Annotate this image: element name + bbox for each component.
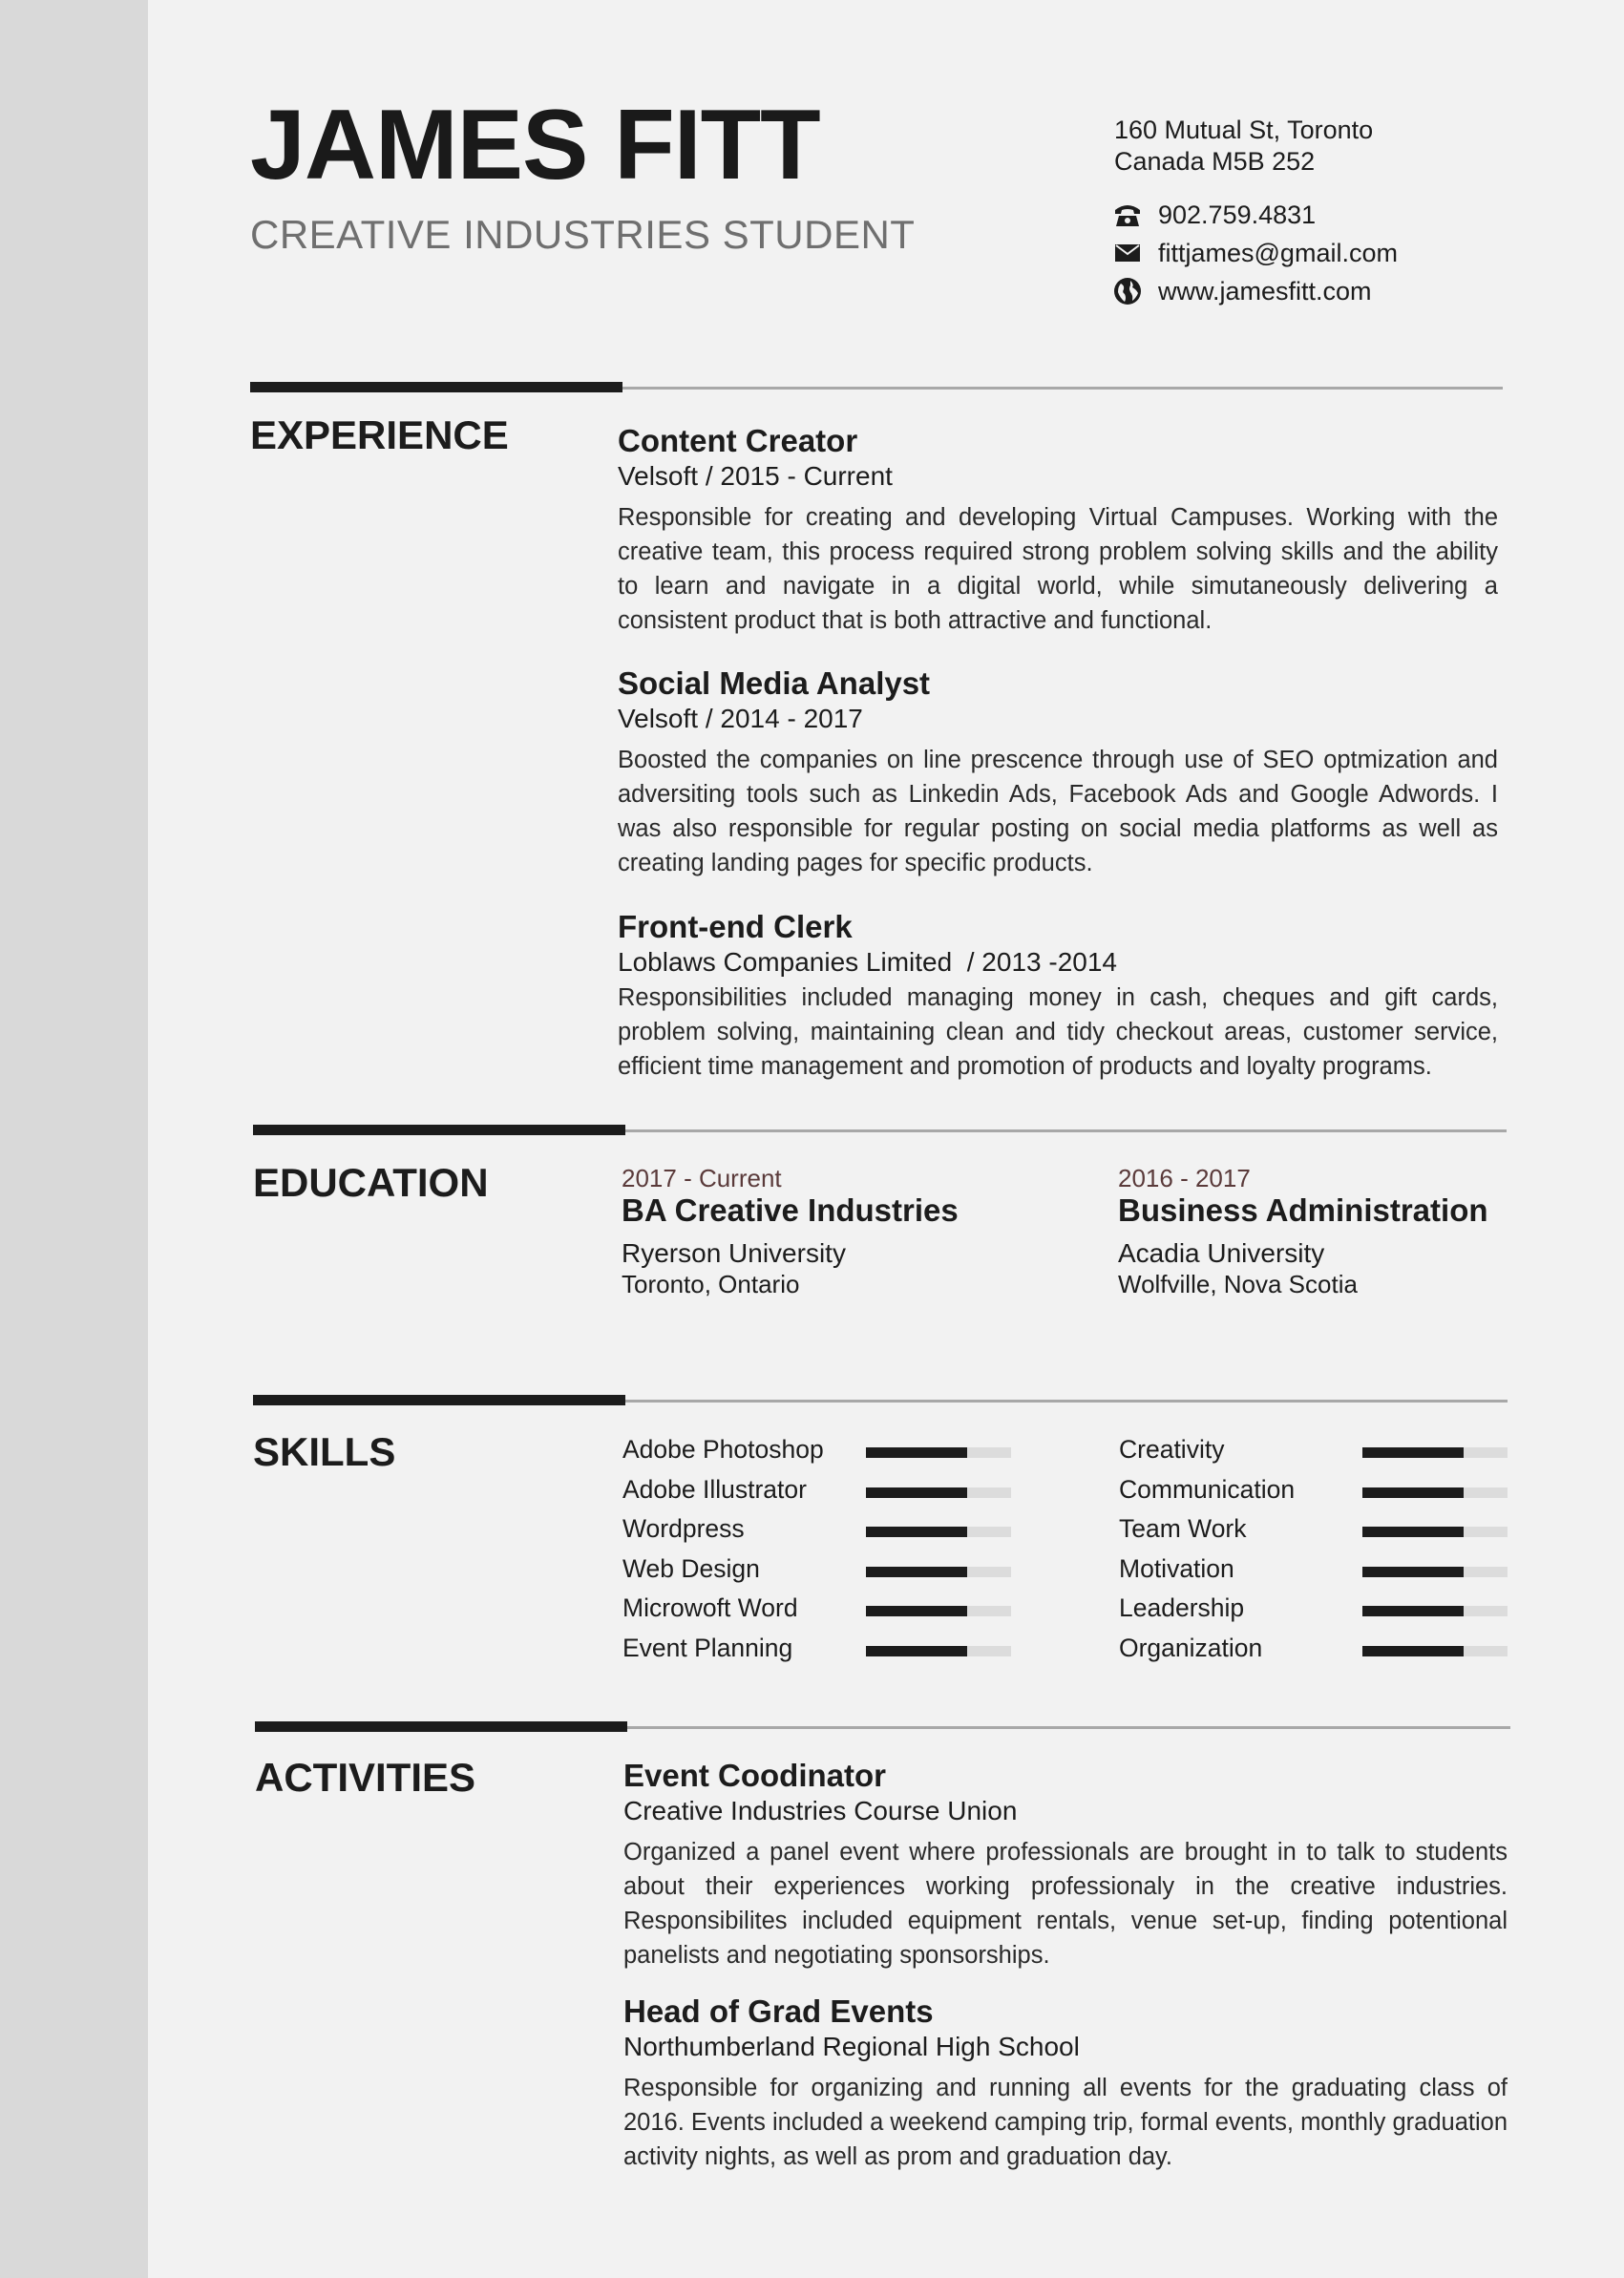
skill-level-fill xyxy=(1362,1447,1464,1458)
skill-level-fill xyxy=(866,1567,967,1577)
address-line-1: 160 Mutual St, Toronto xyxy=(1114,116,1374,144)
skill-level-bar xyxy=(1362,1646,1508,1656)
education-degree: Business Administration xyxy=(1118,1192,1488,1228)
experience-divider-accent xyxy=(250,382,622,392)
skill-name: Communication xyxy=(1119,1474,1296,1504)
skill-name: Team Work xyxy=(1119,1514,1247,1543)
skill-level-fill xyxy=(866,1447,967,1458)
skill-level-bar xyxy=(866,1567,1011,1577)
skill-level-fill xyxy=(1362,1487,1464,1498)
address-block xyxy=(1114,115,1373,178)
education-years: 2017 - Current xyxy=(622,1164,782,1192)
skill-row xyxy=(1119,1474,1510,1514)
entry-org: Velsoft / 2014 - 2017 xyxy=(618,704,863,733)
skill-row xyxy=(622,1513,1014,1553)
entry-description: Organized a panel event where professionals are brought in to talk to students about their experiences working professionaly in the creative industries. Responsibilites included equipment rentals, venue set-up, finding potentional panelists and negotiating sponsorships. xyxy=(623,1839,1508,1969)
candidate-title: CREATIVE INDUSTRIES STUDENT xyxy=(250,212,916,257)
entry-role: Front-end Clerk xyxy=(618,909,853,944)
education-location: Toronto, Ontario xyxy=(622,1270,800,1298)
experience-entry xyxy=(618,664,1498,880)
entry-description: Responsibilities included managing money in cash, cheques and gift cards, problem solving, maintaining clean and tidy checkout areas, customer service, efficient time management and promotion of products and loyalty programs. xyxy=(618,984,1498,1080)
experience-entry xyxy=(618,422,1498,638)
experience-divider xyxy=(250,387,1503,390)
skill-level-fill xyxy=(866,1527,967,1537)
entry-description: Responsible for organizing and running all events for the graduating class of 2016. Events included a weekend camping trip, formal events, monthly graduation activity nights, as well as prom and graduation day. xyxy=(623,2075,1508,2170)
entry-role: Social Media Analyst xyxy=(618,665,931,701)
skill-row xyxy=(1119,1553,1510,1593)
skill-name: Adobe Illustrator xyxy=(622,1474,807,1504)
section-title-activities: ACTIVITIES xyxy=(255,1755,476,1800)
contact-email xyxy=(1112,234,1398,272)
skill-level-fill xyxy=(866,1487,967,1498)
entry-role: Content Creator xyxy=(618,423,858,458)
education-school: Acadia University xyxy=(1118,1238,1325,1268)
skill-name: Leadership xyxy=(1119,1593,1245,1622)
globe-icon xyxy=(1112,276,1143,306)
skill-level-bar xyxy=(866,1646,1011,1656)
entry-org: Northumberland Regional High School xyxy=(623,2032,1080,2061)
skill-level-fill xyxy=(1362,1646,1464,1656)
activities-divider-accent xyxy=(255,1721,627,1732)
skill-level-bar xyxy=(866,1447,1011,1458)
section-title-education: EDUCATION xyxy=(253,1160,489,1205)
skill-row xyxy=(1119,1513,1510,1553)
candidate-name: JAMES FITT xyxy=(250,90,820,200)
education-school: Ryerson University xyxy=(622,1238,846,1268)
skill-row xyxy=(1119,1592,1510,1633)
email-address[interactable]: fittjames@gmail.com xyxy=(1158,238,1398,267)
skill-level-bar xyxy=(1362,1487,1508,1498)
entry-role: Event Coodinator xyxy=(623,1758,887,1793)
education-years: 2016 - 2017 xyxy=(1118,1164,1251,1192)
education-divider-accent xyxy=(253,1125,625,1135)
skill-row xyxy=(622,1633,1014,1673)
skill-name: Microwoft Word xyxy=(622,1593,798,1622)
contact-block xyxy=(1112,196,1398,310)
skill-row xyxy=(622,1553,1014,1593)
address-line-2: Canada M5B 252 xyxy=(1114,147,1316,176)
skill-name: Event Planning xyxy=(622,1633,793,1662)
envelope-icon xyxy=(1112,238,1143,268)
education-divider xyxy=(253,1129,1507,1132)
skill-level-bar xyxy=(866,1527,1011,1537)
education-location: Wolfville, Nova Scotia xyxy=(1118,1270,1358,1298)
phone-number: 902.759.4831 xyxy=(1158,200,1317,229)
contact-website xyxy=(1112,272,1398,310)
skill-name: Wordpress xyxy=(622,1514,745,1543)
education-degree: BA Creative Industries xyxy=(622,1192,959,1228)
skill-level-fill xyxy=(866,1646,967,1656)
skill-level-bar xyxy=(1362,1606,1508,1616)
contact-phone xyxy=(1112,196,1398,234)
skill-name: Creativity xyxy=(1119,1435,1225,1464)
skill-level-fill xyxy=(866,1606,967,1616)
activities-divider xyxy=(255,1726,1510,1729)
entry-role: Head of Grad Events xyxy=(623,1993,934,2029)
skill-name: Web Design xyxy=(622,1553,760,1583)
website-url[interactable]: www.jamesfitt.com xyxy=(1158,276,1372,306)
skill-name: Organization xyxy=(1119,1633,1263,1662)
skill-name: Motivation xyxy=(1119,1553,1234,1583)
skill-level-bar xyxy=(1362,1447,1508,1458)
skill-level-bar xyxy=(866,1606,1011,1616)
entry-org: Loblaws Companies Limited / 2013 -2014 xyxy=(618,947,1117,977)
education-entry xyxy=(622,1164,959,1299)
skill-level-fill xyxy=(1362,1527,1464,1537)
section-title-skills: SKILLS xyxy=(253,1429,396,1474)
entry-description: Responsible for creating and developing Virtual Campuses. Working with the creative team, this process required strong problem solving skills and the ability to learn and navigate in a digital world, while simutaneously delivering a consistent product that is both attractive and functional. xyxy=(618,504,1498,634)
activity-entry xyxy=(623,1993,1508,2174)
education-entry xyxy=(1118,1164,1488,1299)
skills-column-left xyxy=(622,1434,1014,1672)
section-title-experience: EXPERIENCE xyxy=(250,412,509,457)
skill-level-fill xyxy=(1362,1606,1464,1616)
skills-divider xyxy=(253,1400,1508,1403)
experience-entry xyxy=(618,908,1498,1084)
skill-row xyxy=(622,1474,1014,1514)
skill-level-fill xyxy=(1362,1567,1464,1577)
entry-description: Boosted the companies on line prescence through use of SEO optmization and adversiting tools such as Linkedin Ads, Facebook Ads and Google Adwords. I was also responsible for regular posting on social media platforms as well as creating landing pages for specific products. xyxy=(618,747,1498,876)
skill-row xyxy=(1119,1434,1510,1474)
entry-org: Velsoft / 2015 - Current xyxy=(618,461,893,491)
skill-level-bar xyxy=(866,1487,1011,1498)
phone-icon xyxy=(1112,200,1143,230)
skill-row xyxy=(1119,1633,1510,1673)
skills-column-right xyxy=(1119,1434,1510,1672)
skill-name: Adobe Photoshop xyxy=(622,1435,824,1464)
skills-divider-accent xyxy=(253,1395,625,1405)
skill-level-bar xyxy=(1362,1527,1508,1537)
activity-entry xyxy=(623,1757,1508,1972)
skill-row xyxy=(622,1434,1014,1474)
entry-org: Creative Industries Course Union xyxy=(623,1796,1018,1825)
skill-row xyxy=(622,1592,1014,1633)
skill-level-bar xyxy=(1362,1567,1508,1577)
